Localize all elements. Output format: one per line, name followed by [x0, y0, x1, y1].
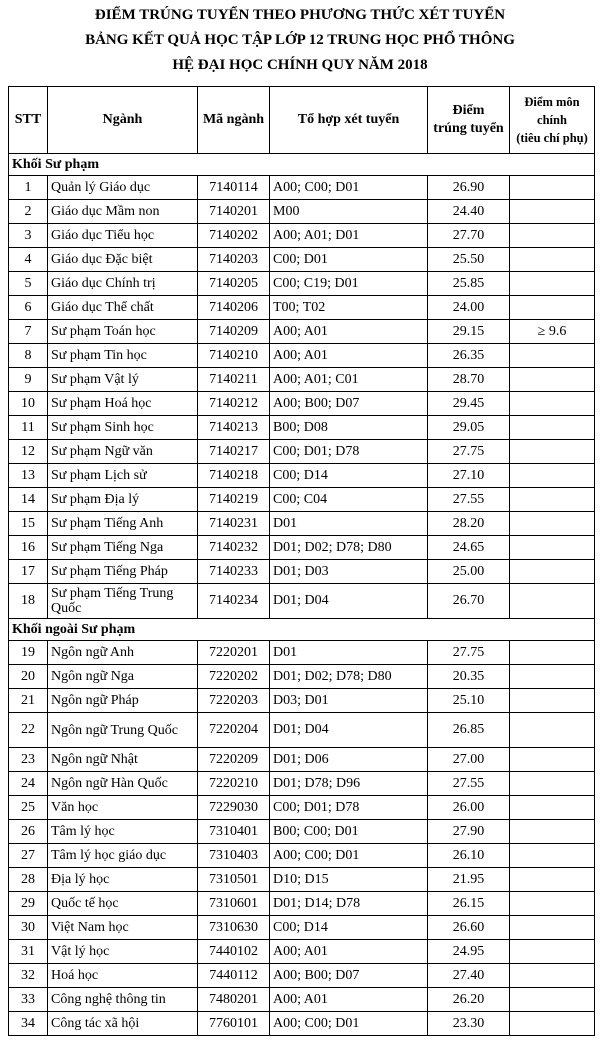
- cell-ma-nganh: 7140202: [198, 224, 270, 248]
- cell-criteria: [510, 1012, 595, 1036]
- cell-ma-nganh: 7140233: [198, 560, 270, 584]
- cell-diem: 27.75: [428, 641, 510, 665]
- cell-criteria: [510, 512, 595, 536]
- table-row: [9, 748, 595, 772]
- header-criteria-line-1: Điểm môn chính: [524, 95, 580, 127]
- cell-ma-nganh: 7220201: [198, 641, 270, 665]
- table-row: [9, 536, 595, 560]
- cell-criteria: [510, 748, 595, 772]
- table-row: [9, 488, 595, 512]
- table-row: [9, 820, 595, 844]
- cell-nganh: Giáo dục Tiểu học: [48, 224, 198, 248]
- cell-diem: 24.95: [428, 940, 510, 964]
- cell-to-hop: D03; D01: [270, 689, 428, 713]
- table-row: [9, 584, 595, 619]
- cell-diem: 26.70: [428, 584, 510, 619]
- cell-to-hop: C00; D14: [270, 916, 428, 940]
- cell-ma-nganh: 7140203: [198, 248, 270, 272]
- cell-criteria: [510, 713, 595, 748]
- cell-stt: 12: [9, 440, 48, 464]
- header-diem: [428, 87, 510, 154]
- title-line-2: BẢNG KẾT QUẢ HỌC TẬP LỚP 12 TRUNG HỌC PHỔ THÔNG: [85, 32, 515, 48]
- header-nganh: Ngành: [48, 87, 198, 154]
- cell-stt: 15: [9, 512, 48, 536]
- cell-nganh: Giáo dục Chính trị: [48, 272, 198, 296]
- cell-ma-nganh: 7140201: [198, 200, 270, 224]
- cell-ma-nganh: 7220209: [198, 748, 270, 772]
- table-row: [9, 512, 595, 536]
- cell-stt: 30: [9, 916, 48, 940]
- cell-nganh: Công nghệ thông tin: [48, 988, 198, 1012]
- title-line-3: HỆ ĐẠI HỌC CHÍNH QUY NĂM 2018: [172, 57, 428, 73]
- cell-stt: 5: [9, 272, 48, 296]
- cell-ma-nganh: 7140231: [198, 512, 270, 536]
- cell-ma-nganh: 7140213: [198, 416, 270, 440]
- table-row: [9, 665, 595, 689]
- cell-stt: 8: [9, 344, 48, 368]
- cell-stt: 16: [9, 536, 48, 560]
- cell-diem: 24.65: [428, 536, 510, 560]
- cell-nganh: Sư phạm Sinh học: [48, 416, 198, 440]
- cell-nganh: Sư phạm Tiếng Trung Quốc: [48, 584, 198, 619]
- cell-ma-nganh: 7140210: [198, 344, 270, 368]
- table-row: [9, 320, 595, 344]
- cell-diem: 27.55: [428, 772, 510, 796]
- table-row: [9, 344, 595, 368]
- cell-nganh: Sư phạm Địa lý: [48, 488, 198, 512]
- header-ma-nganh: Mã ngành: [198, 87, 270, 154]
- cell-criteria: [510, 464, 595, 488]
- cell-criteria: [510, 820, 595, 844]
- cell-nganh: Ngôn ngữ Hàn Quốc: [48, 772, 198, 796]
- cell-criteria: [510, 641, 595, 665]
- header-stt: STT: [9, 87, 48, 154]
- cell-stt: 34: [9, 1012, 48, 1036]
- cell-stt: 25: [9, 796, 48, 820]
- cell-stt: 29: [9, 892, 48, 916]
- table-row: [9, 200, 595, 224]
- cell-diem: 27.00: [428, 748, 510, 772]
- cell-to-hop: D01; D04: [270, 584, 428, 619]
- cell-stt: 11: [9, 416, 48, 440]
- cell-ma-nganh: 7310401: [198, 820, 270, 844]
- cell-to-hop: A00; A01; C01: [270, 368, 428, 392]
- cell-to-hop: D01; D14; D78: [270, 892, 428, 916]
- cell-criteria: [510, 844, 595, 868]
- header-criteria-line-2: (tiêu chí phụ): [516, 131, 588, 145]
- cell-nganh: Sư phạm Tiếng Anh: [48, 512, 198, 536]
- cell-diem: 28.70: [428, 368, 510, 392]
- cell-nganh: Địa lý học: [48, 868, 198, 892]
- cell-stt: 18: [9, 584, 48, 619]
- cell-to-hop: C00; D01; D78: [270, 440, 428, 464]
- section-label: Khối ngoài Sư phạm: [9, 619, 595, 641]
- cell-nganh: Sư phạm Vật lý: [48, 368, 198, 392]
- cell-to-hop: T00; T02: [270, 296, 428, 320]
- cell-stt: 9: [9, 368, 48, 392]
- cell-stt: 4: [9, 248, 48, 272]
- cell-ma-nganh: 7310501: [198, 868, 270, 892]
- header-to-hop: Tổ hợp xét tuyển: [270, 87, 428, 154]
- cell-criteria: [510, 988, 595, 1012]
- cell-criteria: [510, 224, 595, 248]
- cell-to-hop: A00; A01: [270, 344, 428, 368]
- cell-diem: 23.30: [428, 1012, 510, 1036]
- cell-stt: 14: [9, 488, 48, 512]
- document-title: [0, 3, 600, 78]
- cell-diem: 25.50: [428, 248, 510, 272]
- table-row: [9, 392, 595, 416]
- cell-nganh: Quốc tế học: [48, 892, 198, 916]
- table-row: [9, 916, 595, 940]
- cell-stt: 28: [9, 868, 48, 892]
- cell-nganh: Vật lý học: [48, 940, 198, 964]
- cell-nganh: Tâm lý học: [48, 820, 198, 844]
- cell-diem: 29.05: [428, 416, 510, 440]
- cell-nganh: Ngôn ngữ Nga: [48, 665, 198, 689]
- cell-to-hop: D01; D03: [270, 560, 428, 584]
- cell-nganh: Ngôn ngữ Pháp: [48, 689, 198, 713]
- cell-ma-nganh: 7310403: [198, 844, 270, 868]
- cell-criteria: [510, 689, 595, 713]
- cell-criteria: [510, 344, 595, 368]
- cell-diem: 25.10: [428, 689, 510, 713]
- cell-criteria: [510, 296, 595, 320]
- cell-to-hop: D01; D02; D78; D80: [270, 665, 428, 689]
- cell-diem: 26.10: [428, 844, 510, 868]
- cell-ma-nganh: 7140114: [198, 176, 270, 200]
- cell-stt: 21: [9, 689, 48, 713]
- section-row: [9, 619, 595, 641]
- cell-stt: 27: [9, 844, 48, 868]
- cell-criteria: [510, 440, 595, 464]
- cell-ma-nganh: 7220204: [198, 713, 270, 748]
- table-row: [9, 176, 595, 200]
- cell-criteria: [510, 560, 595, 584]
- header-criteria: [510, 87, 595, 154]
- cell-nganh: Công tác xã hội: [48, 1012, 198, 1036]
- cell-diem: 28.20: [428, 512, 510, 536]
- cell-diem: 25.85: [428, 272, 510, 296]
- cell-ma-nganh: 7440102: [198, 940, 270, 964]
- table-row: [9, 416, 595, 440]
- table-row: [9, 844, 595, 868]
- table-row: [9, 1012, 595, 1036]
- cell-to-hop: D01; D78; D96: [270, 772, 428, 796]
- table-row: [9, 464, 595, 488]
- cell-nganh: Việt Nam học: [48, 916, 198, 940]
- cell-nganh: Giáo dục Thể chất: [48, 296, 198, 320]
- cell-stt: 20: [9, 665, 48, 689]
- cell-stt: 7: [9, 320, 48, 344]
- table-row: [9, 440, 595, 464]
- cell-nganh: Ngôn ngữ Nhật: [48, 748, 198, 772]
- cell-to-hop: A00; A01: [270, 320, 428, 344]
- cell-diem: 26.60: [428, 916, 510, 940]
- table-row: [9, 713, 595, 748]
- table-row: [9, 964, 595, 988]
- cell-to-hop: D10; D15: [270, 868, 428, 892]
- table-row: [9, 368, 595, 392]
- cell-criteria: [510, 892, 595, 916]
- table-row: [9, 248, 595, 272]
- cell-diem: 26.35: [428, 344, 510, 368]
- cell-stt: 23: [9, 748, 48, 772]
- cell-stt: 3: [9, 224, 48, 248]
- cell-ma-nganh: 7229030: [198, 796, 270, 820]
- cell-ma-nganh: 7440112: [198, 964, 270, 988]
- cell-diem: 29.15: [428, 320, 510, 344]
- cell-to-hop: D01: [270, 512, 428, 536]
- cell-ma-nganh: 7760101: [198, 1012, 270, 1036]
- cell-criteria: [510, 964, 595, 988]
- cell-nganh: Ngôn ngữ Anh: [48, 641, 198, 665]
- section-label: Khối Sư phạm: [9, 154, 595, 176]
- header-diem-line-1: Điểm: [452, 103, 485, 118]
- cell-criteria: [510, 916, 595, 940]
- cell-nganh: Quản lý Giáo dục: [48, 176, 198, 200]
- cell-to-hop: B00; C00; D01: [270, 820, 428, 844]
- cell-nganh: Sư phạm Tiếng Nga: [48, 536, 198, 560]
- cell-to-hop: A00; A01; D01: [270, 224, 428, 248]
- cell-criteria: [510, 940, 595, 964]
- cell-diem: 26.15: [428, 892, 510, 916]
- cell-to-hop: C00; D01; D78: [270, 796, 428, 820]
- cell-ma-nganh: 7140232: [198, 536, 270, 560]
- cell-ma-nganh: 7310601: [198, 892, 270, 916]
- cell-criteria: [510, 368, 595, 392]
- cell-to-hop: D01; D06: [270, 748, 428, 772]
- table-row: [9, 272, 595, 296]
- cell-stt: 13: [9, 464, 48, 488]
- cell-nganh: Sư phạm Tin học: [48, 344, 198, 368]
- cell-diem: 20.35: [428, 665, 510, 689]
- cell-stt: 6: [9, 296, 48, 320]
- cell-ma-nganh: 7220203: [198, 689, 270, 713]
- cell-ma-nganh: 7140219: [198, 488, 270, 512]
- cell-to-hop: D01; D04: [270, 713, 428, 748]
- cell-criteria: [510, 868, 595, 892]
- cell-nganh: Giáo dục Mầm non: [48, 200, 198, 224]
- table-row: [9, 940, 595, 964]
- cell-stt: 31: [9, 940, 48, 964]
- header-diem-line-2: trúng tuyển: [433, 121, 504, 136]
- cell-diem: 26.20: [428, 988, 510, 1012]
- cell-diem: 26.90: [428, 176, 510, 200]
- cell-criteria: [510, 772, 595, 796]
- cell-stt: 22: [9, 713, 48, 748]
- cell-to-hop: B00; D08: [270, 416, 428, 440]
- section-row: [9, 154, 595, 176]
- cell-criteria: [510, 536, 595, 560]
- cell-criteria: [510, 176, 595, 200]
- cell-stt: 17: [9, 560, 48, 584]
- cell-stt: 19: [9, 641, 48, 665]
- cell-to-hop: M00: [270, 200, 428, 224]
- cell-stt: 2: [9, 200, 48, 224]
- cell-diem: 27.40: [428, 964, 510, 988]
- cell-nganh: Tâm lý học giáo dục: [48, 844, 198, 868]
- cell-diem: 27.55: [428, 488, 510, 512]
- cell-stt: 24: [9, 772, 48, 796]
- cell-criteria: [510, 200, 595, 224]
- admission-scores-table: [8, 86, 595, 1036]
- table-row: [9, 988, 595, 1012]
- cell-to-hop: A00; A01: [270, 940, 428, 964]
- table-header-row: [9, 87, 595, 154]
- cell-to-hop: A00; A01: [270, 988, 428, 1012]
- cell-criteria: [510, 416, 595, 440]
- cell-ma-nganh: 7140212: [198, 392, 270, 416]
- cell-ma-nganh: 7140206: [198, 296, 270, 320]
- table-row: [9, 560, 595, 584]
- cell-criteria: [510, 796, 595, 820]
- cell-ma-nganh: 7140234: [198, 584, 270, 619]
- table-row: [9, 892, 595, 916]
- cell-stt: 33: [9, 988, 48, 1012]
- cell-to-hop: C00; D01: [270, 248, 428, 272]
- cell-diem: 27.10: [428, 464, 510, 488]
- cell-ma-nganh: 7220202: [198, 665, 270, 689]
- table-row: [9, 641, 595, 665]
- cell-nganh: Sư phạm Ngữ văn: [48, 440, 198, 464]
- table-row: [9, 689, 595, 713]
- cell-ma-nganh: 7140211: [198, 368, 270, 392]
- cell-nganh: Sư phạm Hoá học: [48, 392, 198, 416]
- table-body: [9, 154, 595, 1036]
- cell-stt: 1: [9, 176, 48, 200]
- cell-diem: 27.90: [428, 820, 510, 844]
- cell-ma-nganh: 7140205: [198, 272, 270, 296]
- cell-ma-nganh: 7140209: [198, 320, 270, 344]
- cell-criteria: [510, 248, 595, 272]
- cell-criteria: [510, 488, 595, 512]
- cell-to-hop: C00; C19; D01: [270, 272, 428, 296]
- cell-ma-nganh: 7220210: [198, 772, 270, 796]
- cell-diem: 24.00: [428, 296, 510, 320]
- table-row: [9, 296, 595, 320]
- table-row: [9, 868, 595, 892]
- table-row: [9, 772, 595, 796]
- cell-criteria: ≥ 9.6: [510, 320, 595, 344]
- cell-nganh: Giáo dục Đặc biệt: [48, 248, 198, 272]
- cell-diem: 21.95: [428, 868, 510, 892]
- cell-diem: 25.00: [428, 560, 510, 584]
- cell-to-hop: A00; B00; D07: [270, 964, 428, 988]
- cell-diem: 27.75: [428, 440, 510, 464]
- cell-criteria: [510, 665, 595, 689]
- cell-nganh: Văn học: [48, 796, 198, 820]
- cell-diem: 27.70: [428, 224, 510, 248]
- cell-diem: 24.40: [428, 200, 510, 224]
- cell-criteria: [510, 272, 595, 296]
- cell-diem: 29.45: [428, 392, 510, 416]
- cell-to-hop: D01; D02; D78; D80: [270, 536, 428, 560]
- cell-criteria: [510, 584, 595, 619]
- cell-ma-nganh: 7310630: [198, 916, 270, 940]
- cell-ma-nganh: 7480201: [198, 988, 270, 1012]
- cell-diem: 26.00: [428, 796, 510, 820]
- cell-to-hop: A00; B00; D07: [270, 392, 428, 416]
- cell-to-hop: C00; D14: [270, 464, 428, 488]
- cell-diem: 26.85: [428, 713, 510, 748]
- cell-stt: 10: [9, 392, 48, 416]
- title-line-1: ĐIỂM TRÚNG TUYỂN THEO PHƯƠNG THỨC XÉT TUYỂN: [94, 7, 506, 23]
- cell-stt: 26: [9, 820, 48, 844]
- cell-to-hop: C00; C04: [270, 488, 428, 512]
- cell-nganh: Sư phạm Lịch sử: [48, 464, 198, 488]
- cell-nganh: Ngôn ngữ Trung Quốc: [48, 713, 198, 748]
- table-row: [9, 796, 595, 820]
- cell-nganh: Sư phạm Tiếng Pháp: [48, 560, 198, 584]
- cell-ma-nganh: 7140218: [198, 464, 270, 488]
- cell-criteria: [510, 392, 595, 416]
- cell-to-hop: A00; C00; D01: [270, 176, 428, 200]
- cell-nganh: Sư phạm Toán học: [48, 320, 198, 344]
- cell-ma-nganh: 7140217: [198, 440, 270, 464]
- table-row: [9, 224, 595, 248]
- cell-nganh: Hoá học: [48, 964, 198, 988]
- cell-to-hop: D01: [270, 641, 428, 665]
- cell-to-hop: A00; C00; D01: [270, 844, 428, 868]
- cell-to-hop: A00; C00; D01: [270, 1012, 428, 1036]
- cell-stt: 32: [9, 964, 48, 988]
